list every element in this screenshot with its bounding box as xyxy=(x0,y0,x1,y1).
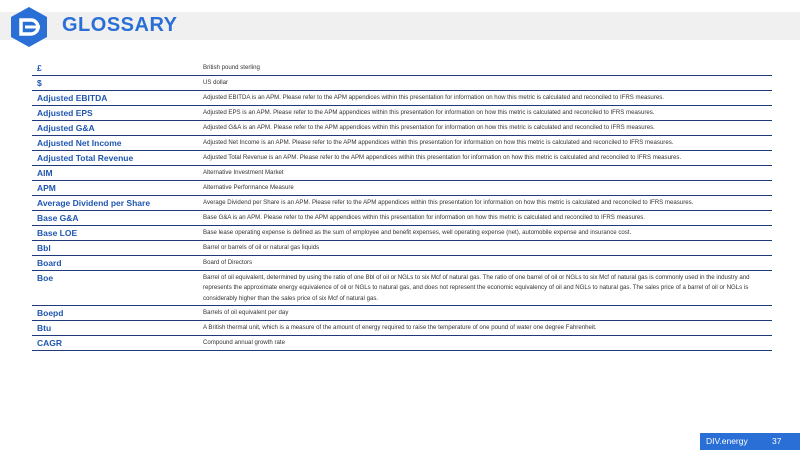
glossary-definition: Adjusted G&A is an APM. Please refer to the APM appendices within this presentation for information on how this metric is calculated and reconciled to IFRS measures. xyxy=(203,124,655,131)
glossary-definition: Average Dividend per Share is an APM. Please refer to the APM appendices within this presentation for information on how this metric is calculated and reconciled to IFRS measures. xyxy=(203,199,694,206)
glossary-term: APM xyxy=(37,183,56,193)
glossary-row xyxy=(32,196,772,211)
glossary-definition: US dollar xyxy=(203,79,229,86)
glossary-definition: Adjusted EBITDA is an APM. Please refer to the APM appendices within this presentation for information on how this metric is calculated and reconciled to IFRS measures. xyxy=(203,94,664,101)
glossary-row xyxy=(32,241,772,256)
glossary-term: Adjusted EBITDA xyxy=(37,93,108,103)
glossary-definition: Alternative Performance Measure xyxy=(203,184,294,191)
glossary-row xyxy=(32,151,772,166)
company-logo-icon xyxy=(8,6,50,48)
glossary-row xyxy=(32,61,772,76)
glossary-row xyxy=(32,306,772,321)
page-number: 37 xyxy=(772,436,782,446)
glossary-row xyxy=(32,211,772,226)
glossary-definition: Barrel or barrels of oil or natural gas liquids xyxy=(203,244,320,251)
glossary-term: Boepd xyxy=(37,308,64,319)
glossary-term: Adjusted EPS xyxy=(37,108,93,118)
glossary-row xyxy=(32,336,772,351)
glossary-row xyxy=(32,121,772,136)
glossary-row xyxy=(32,136,772,151)
glossary-term: Base G&A xyxy=(37,213,79,223)
footer-brand: DIV.energy xyxy=(706,436,748,446)
page-title: GLOSSARY xyxy=(62,14,178,36)
glossary-term: Base LOE xyxy=(37,228,78,238)
glossary-term: $ xyxy=(37,78,42,88)
glossary-row xyxy=(32,76,772,91)
glossary-term: Average Dividend per Share xyxy=(37,198,151,208)
glossary-row xyxy=(32,106,772,121)
glossary-definition: Compound annual growth rate xyxy=(203,339,285,347)
glossary-term: CAGR xyxy=(37,338,63,349)
glossary-term: Boe xyxy=(37,273,54,283)
glossary-definition: Alternative Investment Market xyxy=(203,169,284,176)
glossary-term: Board xyxy=(37,258,62,268)
glossary-row xyxy=(32,321,772,336)
glossary-definition: British pound sterling xyxy=(203,64,260,71)
glossary-term: Bbl xyxy=(37,243,51,253)
glossary-definition: Base lease operating expense is defined as the sum of employee and benefit expenses, well operating expense (net), automobile expense and insurance cost. xyxy=(203,229,632,236)
glossary-row xyxy=(32,226,772,241)
glossary-term: £ xyxy=(37,63,42,73)
glossary-row xyxy=(32,271,772,306)
glossary-term: Adjusted G&A xyxy=(37,123,95,133)
glossary-definition: A British thermal unit, which is a measure of the amount of energy required to raise the temperature of one pound of water one degree Fahrenheit. xyxy=(203,324,597,332)
glossary-row xyxy=(32,256,772,271)
glossary-definition: Adjusted EPS is an APM. Please refer to the APM appendices within this presentation for information on how this metric is calculated and reconciled to IFRS measures. xyxy=(203,109,655,116)
glossary-definition: Adjusted Net Income is an APM. Please refer to the APM appendices within this presentation for information on how this metric is calculated and reconciled to IFRS measures. xyxy=(203,139,674,146)
glossary-row xyxy=(32,166,772,181)
glossary-definition: Base G&A is an APM. Please refer to the APM appendices within this presentation for information on how this metric is calculated and reconciled to IFRS measures. xyxy=(203,214,646,221)
glossary-definition: Adjusted Total Revenue is an APM. Please refer to the APM appendices within this presentation for information on how this metric is calculated and reconciled to IFRS measures. xyxy=(203,154,682,161)
glossary-definition: Barrels of oil equivalent per day xyxy=(203,309,289,317)
glossary-term: Adjusted Total Revenue xyxy=(37,153,134,163)
glossary-definition: Barrel of oil equivalent, determined by using the ratio of one Bbl of oil or NGLs to six Mcf of natural gas. The ratio of one barrel of oil or NGLs to six Mcf of natural gas is commonly used in the industry and represents the approximate energy equivalence of oil or NGLs to natural gas, and does not represent the economic equivalency of oil and NGLs to natural gas. The sales price of a barrel of oil or NGLs is considerably higher than the sales price of six Mcf of natural gas. xyxy=(203,274,750,302)
glossary-table xyxy=(32,61,772,351)
glossary-term: Adjusted Net Income xyxy=(37,138,122,148)
glossary-definition: Board of Directors xyxy=(203,259,253,266)
glossary-row xyxy=(32,181,772,196)
glossary-term: Btu xyxy=(37,323,52,334)
glossary-term: AIM xyxy=(37,168,53,178)
glossary-row xyxy=(32,91,772,106)
